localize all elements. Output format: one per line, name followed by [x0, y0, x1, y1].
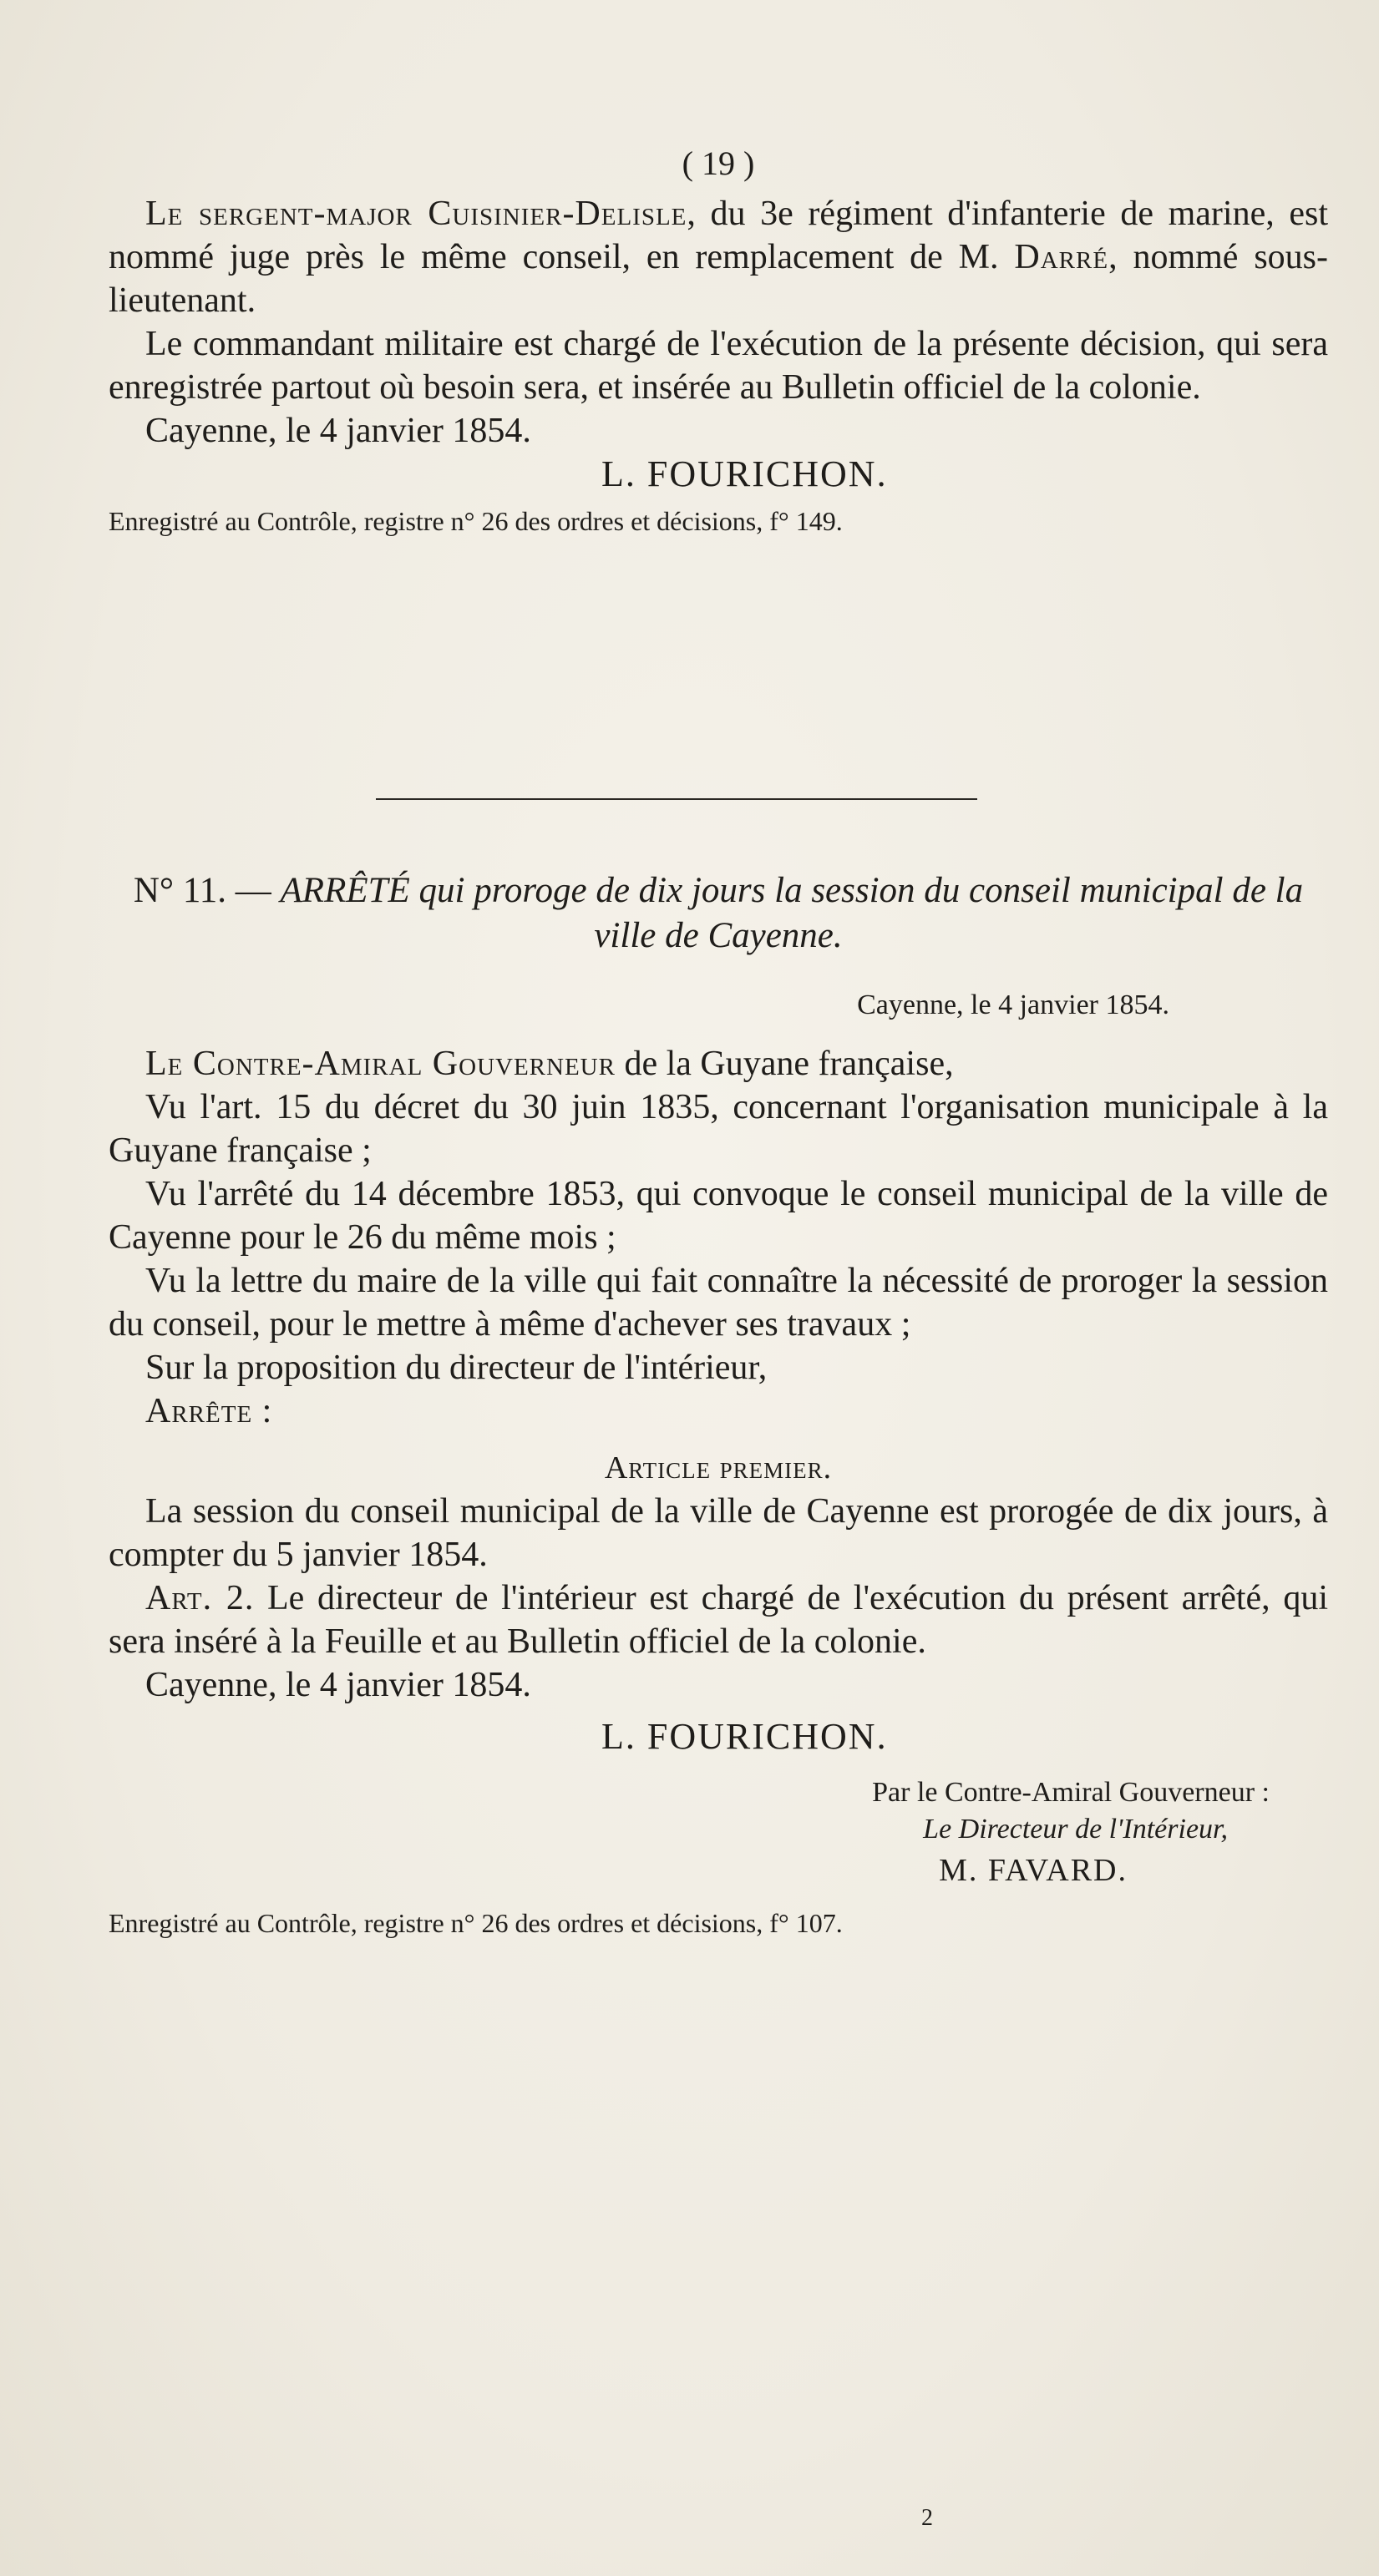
- arrete-number: N° 11. —: [133, 871, 281, 910]
- vu-clause-3: Vu la lettre du maire de la ville qui fait connaître la nécessité de proroger la session du conseil, pour le mettre à même d'achever ses travaux ;: [109, 1262, 1328, 1344]
- signature-mark: 2: [921, 2505, 933, 2531]
- execution-paragraph: Le commandant militaire est chargé de l'exécution de la présente décision, qui sera enregistrée partout où besoin sera, et insérée au Bulletin officiel de la colonie.: [109, 325, 1328, 407]
- signature: L. FOURICHON.: [601, 453, 888, 494]
- arrete-title: [109, 868, 1328, 959]
- vu-clause-1: Vu l'art. 15 du décret du 30 juin 1835, concernant l'organisation municipale à la Guyane française ;: [109, 1088, 1328, 1170]
- nomination-paragraph: Le sergent-major Cuisinier-Delisle, du 3e régiment d'infanterie de marine, est nommé juge près le même conseil, en remplacement de M. Darré, nommé sous-lieutenant.: [109, 195, 1328, 320]
- person-name: Le sergent-major Cuisinier-Delisle: [145, 195, 687, 233]
- arrete-registration-note: Enregistré au Contrôle, registre n° 26 des ordres et décisions, f° 107.: [109, 1908, 843, 1938]
- arrete-date-line: Cayenne, le 4 janvier 1854.: [145, 1666, 531, 1704]
- article-1-text: La session du conseil municipal de la ville de Cayenne est prorogée de dix jours, à compter du 5 janvier 1854.: [109, 1492, 1328, 1574]
- arrete-signature: L. FOURICHON.: [601, 1716, 888, 1757]
- director-title: Le Directeur de l'Intérieur,: [923, 1814, 1228, 1845]
- arrete-title-text: ARRÊTÉ qui proroge de dix jours la session du conseil municipal de la ville de Cayenne.: [280, 871, 1304, 955]
- person-name-2: Darré: [1014, 238, 1109, 276]
- registration-note: Enregistré au Contrôle, registre n° 26 des ordres et décisions, f° 149.: [109, 506, 843, 536]
- issuer-line: Le Contre-Amiral Gouverneur de la Guyane française,: [145, 1045, 954, 1083]
- vu-clause-2: Vu l'arrêté du 14 décembre 1853, qui convoque le conseil municipal de la ville de Cayenne pour le 26 du même mois ;: [109, 1175, 1328, 1257]
- place-date: Cayenne, le 4 janvier 1854.: [857, 989, 1169, 1020]
- arrete-block: [109, 868, 1328, 1941]
- article-2: Art. 2. Le directeur de l'intérieur est chargé de l'exécution du présent arrêté, qui sera inséré à la Feuille et au Bulletin officiel de la colonie.: [109, 1579, 1329, 1661]
- arrete-label: Arrête :: [145, 1392, 273, 1430]
- par-line: Par le Contre-Amiral Gouverneur :: [872, 1777, 1270, 1808]
- page-number: ( 19 ): [682, 144, 755, 182]
- date-line: Cayenne, le 4 janvier 1854.: [145, 412, 531, 450]
- proposition-line: Sur la proposition du directeur de l'intérieur,: [145, 1349, 768, 1387]
- top-block: [109, 192, 1328, 539]
- director-name: M. FAVARD.: [939, 1853, 1128, 1888]
- separator-rule: [376, 798, 977, 800]
- article-heading: Article premier.: [604, 1450, 833, 1485]
